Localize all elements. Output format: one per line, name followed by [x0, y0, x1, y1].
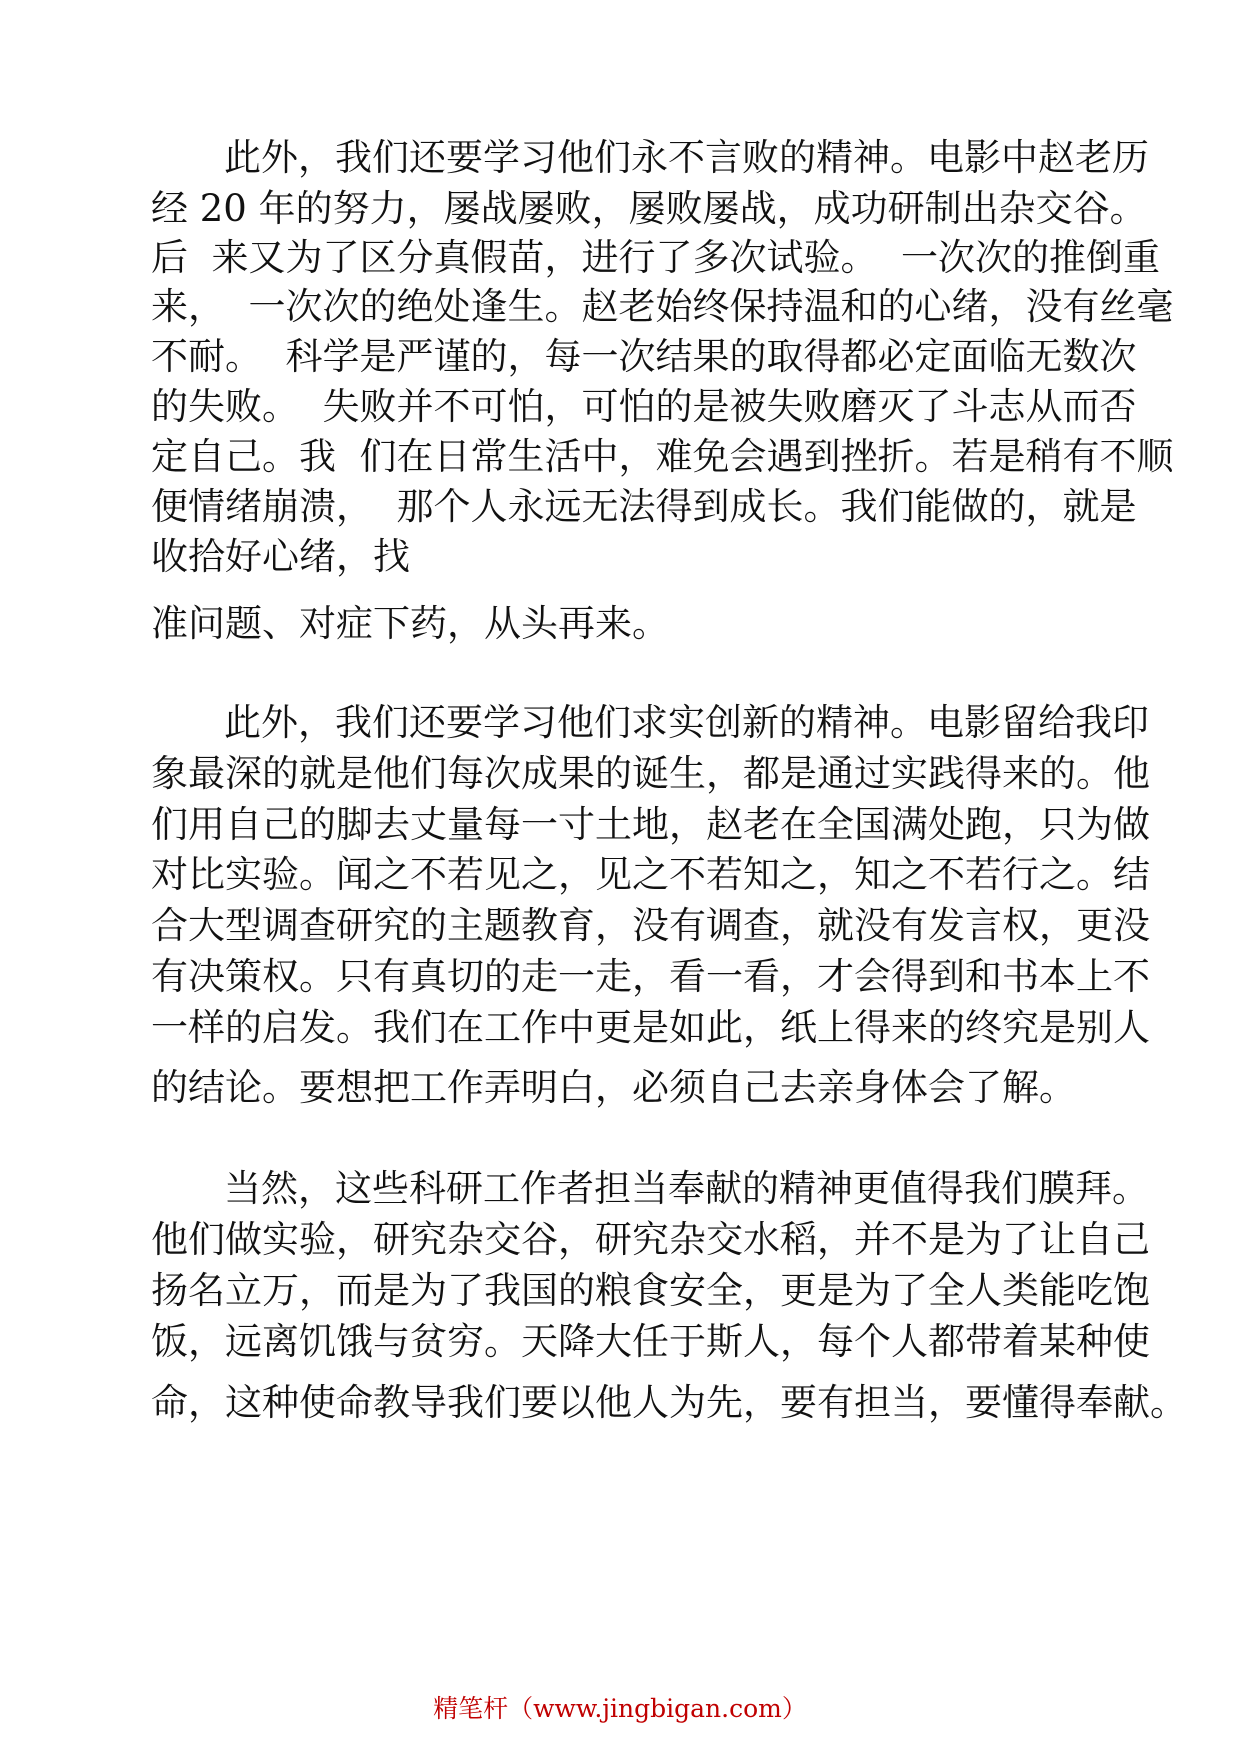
paragraph-1-line-2: 经 20 年的努力，屡战屡败，屡败屡战，成功研制出杂交谷。: [151, 187, 1147, 230]
paragraph-1-line-5: 不耐。 科学是严谨的，每一次结果的取得都必定面临无数次: [151, 335, 1137, 378]
paragraph-1-line-6: 的失败。 失败并不可怕，可怕的是被失败磨灭了斗志从而否: [151, 385, 1137, 428]
paragraph-1-line-4: 来， 一次次的绝处逢生。赵老始终保持温和的心绪，没有丝毫: [151, 285, 1174, 328]
paragraph-1-line-8: 便情绪崩溃， 那个人永远无法得到成长。我们能做的，就是: [151, 485, 1137, 528]
paragraph-3-line-4: 对比实验。闻之不若见之，见之不若知之，知之不若行之。结: [151, 853, 1150, 896]
paragraph-3-line-8: 的结论。要想把工作弄明白，必须自己去亲身体会了解。: [151, 1066, 1076, 1109]
paragraph-3-line-7: 一样的启发。我们在工作中更是如此，纸上得来的终究是别人: [151, 1006, 1150, 1049]
paragraph-2-line-1: 准问题、对症下药，从头再来。: [151, 602, 669, 645]
paragraph-4-line-1: 当然，这些科研工作者担当奉献的精神更值得我们膜拜。: [224, 1167, 1149, 1210]
paragraph-3-line-2: 象最深的就是他们每次成果的诞生，都是通过实践得来的。他: [151, 752, 1150, 795]
paragraph-4-line-5: 命，这种使命教导我们要以他人为先，要有担当，要懂得奉献。: [151, 1381, 1187, 1424]
paragraph-1-line-3: 后 来又为了区分真假苗，进行了多次试验。 一次次的推倒重: [151, 236, 1161, 279]
site-footer-link[interactable]: 精笔杆（www.jingbigan.com）: [433, 1694, 807, 1723]
paragraph-3-line-1: 此外，我们还要学习他们求实创新的精神。电影留给我印: [224, 701, 1149, 744]
paragraph-1-line-1: 此外，我们还要学习他们永不言败的精神。电影中赵老历: [224, 136, 1149, 179]
paragraph-4-line-4: 饭，远离饥饿与贫穷。天降大任于斯人，每个人都带着某种使: [151, 1320, 1150, 1363]
paragraph-4-line-2: 他们做实验，研究杂交谷，研究杂交水稻，并不是为了让自己: [151, 1218, 1150, 1261]
paragraph-1-line-9: 收拾好心绪，找: [151, 535, 410, 578]
paragraph-3-line-5: 合大型调查研究的主题教育，没有调查，就没有发言权，更没: [151, 904, 1150, 947]
paragraph-3-line-3: 们用自己的脚去丈量每一寸土地，赵老在全国满处跑，只为做: [151, 803, 1150, 846]
paragraph-4-line-3: 扬名立万，而是为了我国的粮食安全，更是为了全人类能吃饱: [151, 1269, 1150, 1312]
paragraph-1-line-7: 定自己。我 们在日常生活中，难免会遇到挫折。若是稍有不顺: [151, 435, 1174, 478]
paragraph-3-line-6: 有决策权。只有真切的走一走，看一看，才会得到和书本上不: [151, 955, 1150, 998]
